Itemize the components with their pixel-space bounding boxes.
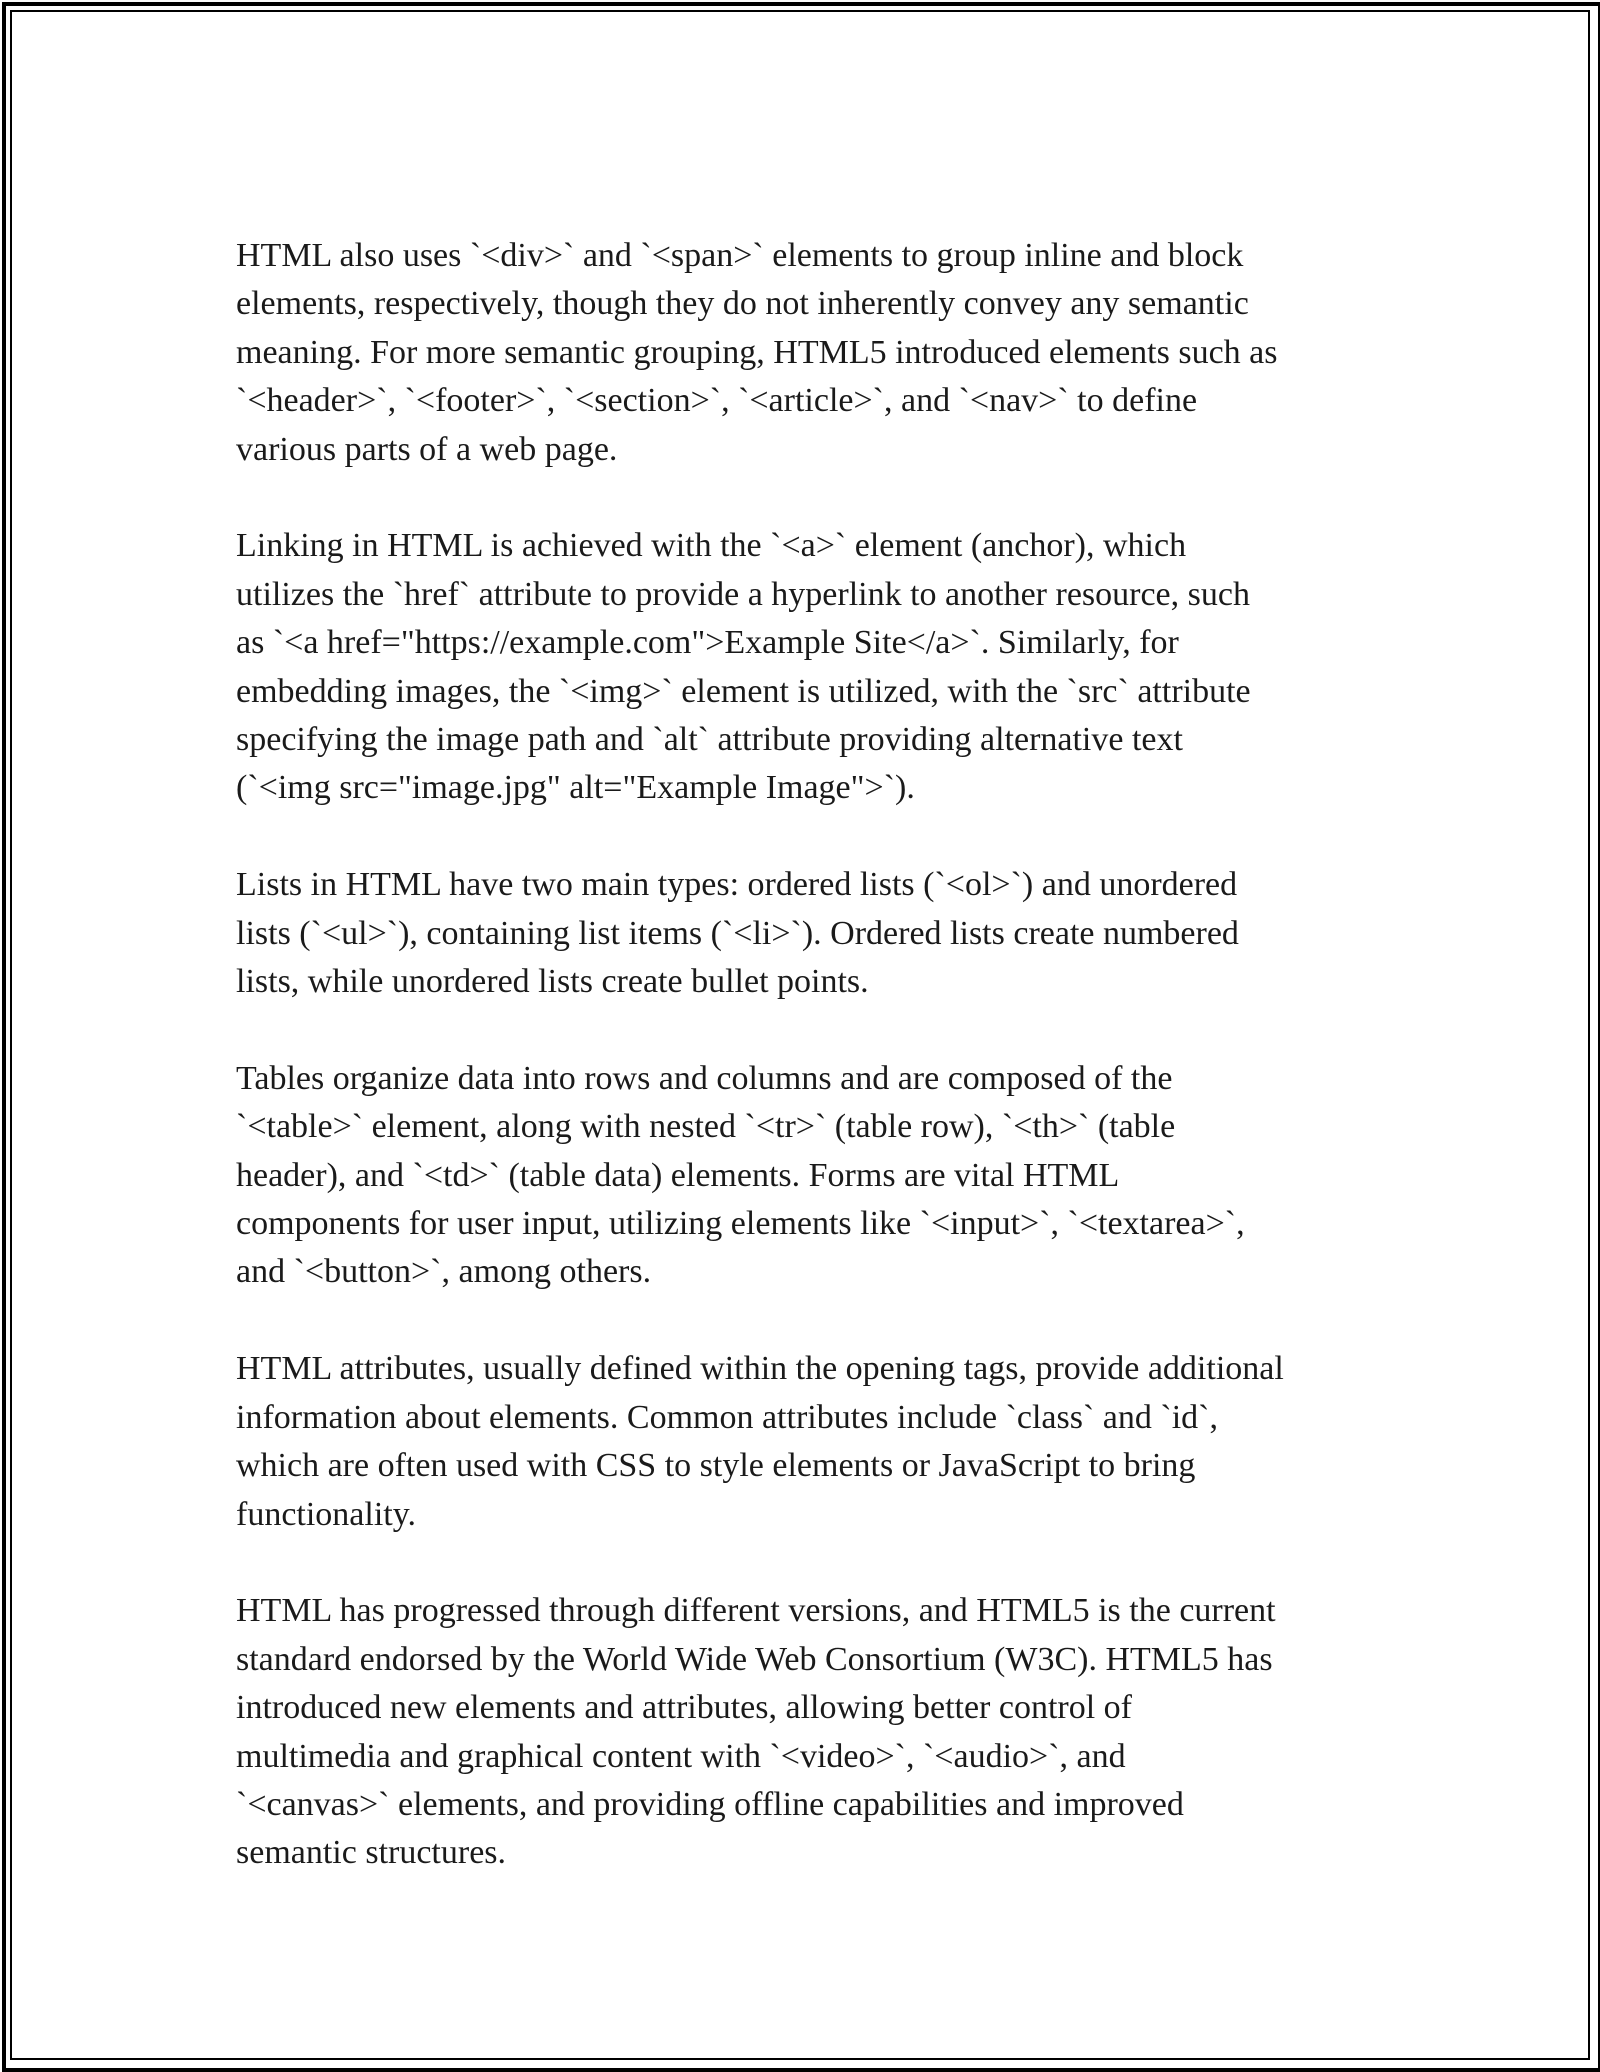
paragraph-attributes: HTML attributes, usually defined within the opening tags, provide additional information about elements. Common attributes include `class` and `id`, which are often used with CSS to style elements or JavaScript to bring functionality. (236, 1350, 1284, 1533)
paragraph-tables-forms: Tables organize data into rows and columns and are composed of the `<table>` element, along with nested `<tr>` (table row), `<th>` (table header), and `<td>` (table data) elements. Forms are vital HTML components for user input, utilizing elements like `<input>`, `<textarea>`, and `<button>`, among others. (236, 1059, 1245, 1291)
paragraph-div-span: HTML also uses `<div>` and `<span>` elements to group inline and block elements, respectively, though they do not inherently convey any semantic meaning. For more semantic grouping, HTML5 introduced elements such as `<header>`, `<footer>`, `<section>`, `<article>`, and `<nav>` to define various parts of a web page. (236, 237, 1278, 468)
paragraph-linking: Linking in HTML is achieved with the `<a>` element (anchor), which utilizes the `href` attribute to provide a hyperlink to another resource, such as `<a href="https://example.com">Example Site</a>`. Similarly, for embedding images, the `<img>` element is utilized, with the `src` attribute specifying the image path and `alt` attribute providing alternative text (`<img src="image.jpg" alt="Example Image">`). (236, 527, 1251, 807)
document-body (236, 232, 1396, 1926)
paragraph-lists: Lists in HTML have two main types: ordered lists (`<ol>`) and unordered lists (`<ul>`), containing list items (`<li>`). Ordered lists create numbered lists, while unordered lists create bullet points. (236, 866, 1239, 1001)
paragraph-html5: HTML has progressed through different versions, and HTML5 is the current standard endorsed by the World Wide Web Consortium (W3C). HTML5 has introduced new elements and attributes, allowing better control of multimedia and graphical content with `<video>`, `<audio>`, and `<canvas>` elements, and providing offline capabilities and improved semantic structures. (236, 1592, 1276, 1872)
